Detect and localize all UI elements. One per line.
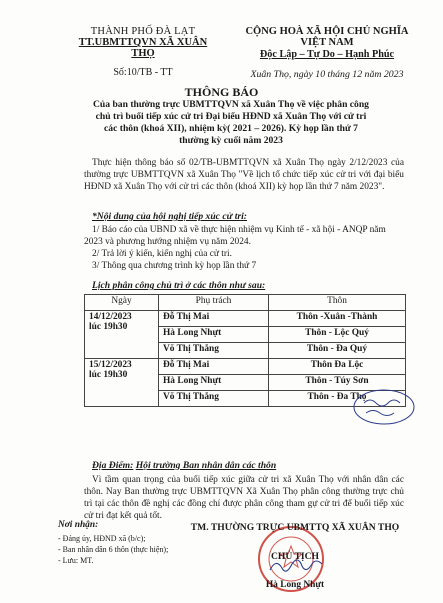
recipient-item: - Ban nhân dân 6 thôn (thực hiện); bbox=[58, 545, 169, 554]
col-header-ward: Thôn bbox=[269, 295, 406, 311]
national-motto: Độc Lập – Tự Do – Hạnh Phúc bbox=[259, 49, 395, 60]
ward-cell: Thôn - Lộc Quý bbox=[269, 327, 406, 343]
signature-role: CHỦ TỊCH bbox=[270, 551, 320, 562]
content-item: 2/ Trả lời ý kiến, kiến nghị của cử tri. bbox=[92, 249, 232, 259]
content-heading: *Nội dung của hội nghị tiếp xúc cử tri: bbox=[92, 211, 248, 222]
content-item: 3/ Thông qua chương trình kỳ họp lần thứ 7 bbox=[92, 261, 257, 271]
rep-cell: Đỗ Thị Mai bbox=[159, 311, 269, 327]
date-cell bbox=[85, 311, 159, 359]
doc-number: Số:10/TB - TT bbox=[113, 67, 173, 78]
intro-paragraph: Thực hiện thông báo số 02/TB-UBMTTQVN xã Xuân Thọ ngày 2/12/2023 của thường trực UBMTTQVN xã Xuân Thọ "Về lịch tổ chức tiếp xúc cử tri với đại biểu HĐND xã Xuân Thọ với cử tri các thôn (khoá XII) kỳ họp lần thứ 7 năm 2023". bbox=[84, 158, 404, 192]
recipients bbox=[58, 520, 168, 566]
handwritten-signature bbox=[266, 556, 326, 576]
closing-paragraph: Vì tầm quan trọng của buổi tiếp xúc giữa cử tri xã Xuân Thọ với nhân dân các thôn. Nay Ban thường trực UBMTTQVN Xã Xuân Thọ phân công thường trực chủ trì tại các thôn đề nghị các đồng chí được phân công tham gự cử tri để buổi tiếp xúc cử tri đạt kết quả tốt. bbox=[84, 475, 404, 521]
date-cell bbox=[85, 359, 159, 407]
ward-cell: Thôn - Đa Thọ bbox=[269, 391, 406, 407]
org-line-city: THÀNH PHỐ ĐÀ LẠT bbox=[90, 26, 196, 37]
rep-cell: Võ Thị Thắng bbox=[159, 391, 269, 407]
table-row bbox=[85, 311, 406, 327]
doc-title: THÔNG BÁO bbox=[184, 85, 259, 99]
rep-cell: Võ Thị Thắng bbox=[159, 343, 269, 359]
handwritten-note bbox=[350, 386, 420, 428]
col-header-date: Ngày bbox=[85, 295, 159, 311]
rep-cell: Hà Long Nhựt bbox=[159, 327, 269, 343]
org-line-unit: TT.UBMTTQVN XÃ XUÂN THỌ bbox=[78, 37, 208, 59]
assignment-heading: Lịch phân công chủ trì ở các thôn như sau: bbox=[92, 280, 266, 291]
ward-cell: Thôn Đa Lộc bbox=[269, 359, 406, 375]
time-value: lúc 19h30 bbox=[89, 370, 128, 380]
place-date: Xuân Thọ, ngày 10 tháng 12 năm 2023 bbox=[250, 69, 404, 80]
rep-cell: Hà Long Nhựt bbox=[159, 375, 269, 391]
signature-org: TM. THƯỜNG TRỰC UBMTTQ XÃ XUÂN THỌ bbox=[190, 522, 400, 533]
date-value: 14/12/2023 bbox=[89, 312, 132, 322]
recipient-item: - Lưu: MT. bbox=[58, 556, 94, 565]
venue-text: Hội trường Ban nhân dân các thôn bbox=[135, 460, 277, 471]
issuing-org bbox=[68, 26, 218, 78]
time-value: lúc 19h30 bbox=[89, 322, 128, 332]
ward-cell: Thôn -Xuân -Thành bbox=[269, 311, 406, 327]
rep-cell: Đỗ Thị Mai bbox=[159, 359, 269, 375]
content-list bbox=[84, 224, 404, 272]
doc-subtitle: Của ban thường trực UBMTTQVN xã Xuân Thọ về việc phân công chủ trì buổi tiếp xúc cử tri Đại biểu HĐND xã Xuân Thọ với cử tri các thôn (khoá XII), nhiệm kỳ( 2021 – 2026). Kỳ họp lần thứ 7 thường kỳ cuối năm 2023 bbox=[93, 99, 369, 146]
ward-cell: Thôn - Đa Quý bbox=[269, 343, 406, 359]
date-value: 15/12/2023 bbox=[89, 360, 132, 370]
venue-label: Địa Điểm: bbox=[92, 460, 134, 471]
venue bbox=[92, 460, 276, 471]
table-header-row bbox=[85, 295, 406, 311]
table-row bbox=[85, 359, 406, 375]
ward-cell: Thôn - Túy Sơn bbox=[269, 375, 406, 391]
recipients-heading: Nơi nhận: bbox=[58, 520, 99, 530]
nation-name: CỘNG HOÀ XÃ HỘI CHỦ NGHĨA VIỆT NAM bbox=[245, 26, 409, 48]
col-header-rep: Phụ trách bbox=[159, 295, 269, 311]
recipient-item: - Đảng ủy, HĐND xã (b/c); bbox=[58, 534, 146, 543]
content-item: 1/ Báo cáo của UBND xã về thực hiện nhiệm vụ Kinh tế - xã hội - ANQP năm 2023 và phương hướng nhiệm vụ năm 2024. bbox=[84, 225, 386, 247]
national-header bbox=[232, 26, 422, 80]
signer-name: Hà Long Nhựt bbox=[265, 580, 325, 590]
